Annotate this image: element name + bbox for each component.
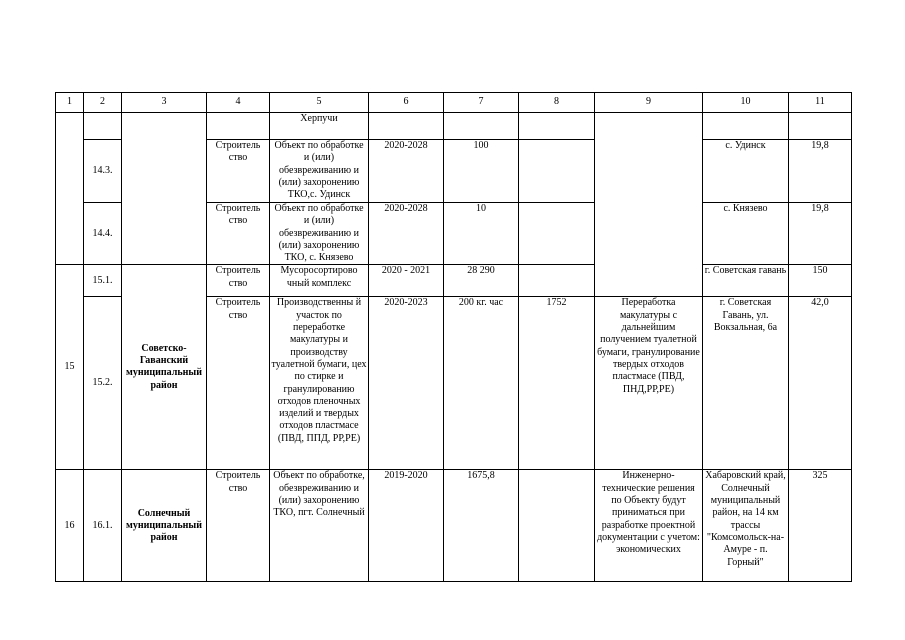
table-cell: Строитель ство	[207, 203, 270, 265]
district-name: Советско-Гаванский муниципальный район	[122, 265, 207, 470]
header-row	[56, 93, 852, 113]
table-cell: 19,8	[789, 203, 852, 265]
table-cell: Хабаровский край, Солнечный муниципальный район, на 14 км трассы "Комсомольск-на-Амуре - п. Горный"	[703, 470, 789, 582]
table-cell: Объект по обработке и (или) обезвреживанию и (или) захоронению ТКО, с. Князево	[270, 203, 369, 265]
table-cell: г. Советская Гавань, ул. Вокзальная, 6а	[703, 297, 789, 470]
group-number: 15	[56, 265, 84, 470]
row-number: 15.2.	[84, 297, 122, 470]
table-cell: 42,0	[789, 297, 852, 470]
table-row	[56, 113, 852, 140]
table-cell: Объект по обработке и (или) обезвреживанию и (или) захоронению ТКО,с. Удинск	[270, 140, 369, 203]
table-cell: 2020-2028	[369, 140, 444, 203]
table-cell: 100	[444, 140, 519, 203]
table-cell	[703, 113, 789, 140]
table-cell	[122, 113, 207, 265]
table-cell	[519, 140, 595, 203]
table-cell: Строитель ство	[207, 140, 270, 203]
row-number: 14.4.	[84, 203, 122, 265]
table-cell: 2019-2020	[369, 470, 444, 582]
header-cell: 10	[703, 93, 789, 113]
table-cell: Строитель ство	[207, 297, 270, 470]
header-cell: 9	[595, 93, 703, 113]
data-table	[55, 92, 852, 582]
table-cell: 2020 - 2021	[369, 265, 444, 297]
table-cell: Инженерно-технические решения по Объекту будут приниматься при разработке проектной документации с учетом: экономических	[595, 470, 703, 582]
row-number: 14.3.	[84, 140, 122, 203]
table-cell	[519, 470, 595, 582]
header-cell: 4	[207, 93, 270, 113]
header-cell: 1	[56, 93, 84, 113]
table-cell: с. Князево	[703, 203, 789, 265]
table-cell	[789, 113, 852, 140]
header-cell: 7	[444, 93, 519, 113]
table-cell: Переработка макулатуры с дальнейшим получением туалетной бумаги, гранулирование твердых отходов пластмасе (ПВД, ПНД,РР,РЕ)	[595, 297, 703, 470]
table-cell: 1675,8	[444, 470, 519, 582]
table-cell: 1752	[519, 297, 595, 470]
table-cell	[369, 113, 444, 140]
table-cell: 2020-2028	[369, 203, 444, 265]
table-cell	[519, 203, 595, 265]
table-cell: Херпучи	[270, 113, 369, 140]
header-cell: 8	[519, 93, 595, 113]
table-cell: 2020-2023	[369, 297, 444, 470]
table-cell	[519, 265, 595, 297]
row-number: 16.1.	[84, 470, 122, 582]
table-cell	[595, 113, 703, 297]
table-cell: 19,8	[789, 140, 852, 203]
table-cell: 10	[444, 203, 519, 265]
table-cell	[84, 113, 122, 140]
table-cell	[56, 113, 84, 265]
table-cell	[444, 113, 519, 140]
table-cell: 150	[789, 265, 852, 297]
table-cell: 325	[789, 470, 852, 582]
table-cell: Строитель ство	[207, 265, 270, 297]
table-cell: Мусоросортирово чный комплекс	[270, 265, 369, 297]
table-cell	[519, 113, 595, 140]
table-cell: г. Советская гавань	[703, 265, 789, 297]
table-row	[56, 265, 852, 297]
header-cell: 3	[122, 93, 207, 113]
table-cell: 200 кг. час	[444, 297, 519, 470]
district-name: Солнечный муниципальный район	[122, 470, 207, 582]
table-cell: Объект по обработке, обезвреживанию и (или) захоронению ТКО, пгт. Солнечный	[270, 470, 369, 582]
header-cell: 6	[369, 93, 444, 113]
table-cell: 28 290	[444, 265, 519, 297]
header-cell: 11	[789, 93, 852, 113]
table-cell: Строитель ство	[207, 470, 270, 582]
table-cell: Производственны й участок по переработке макулатуры и производству туалетной бумаги, цех по стирке и гранулированию отходов пленочных изделий и твердых отходов пластмасе (ПВД, ППД, РР,РЕ)	[270, 297, 369, 470]
table-cell	[207, 113, 270, 140]
group-number: 16	[56, 470, 84, 582]
table-row	[56, 470, 852, 582]
table-cell: с. Удинск	[703, 140, 789, 203]
row-number: 15.1.	[84, 265, 122, 297]
header-cell: 2	[84, 93, 122, 113]
header-cell: 5	[270, 93, 369, 113]
